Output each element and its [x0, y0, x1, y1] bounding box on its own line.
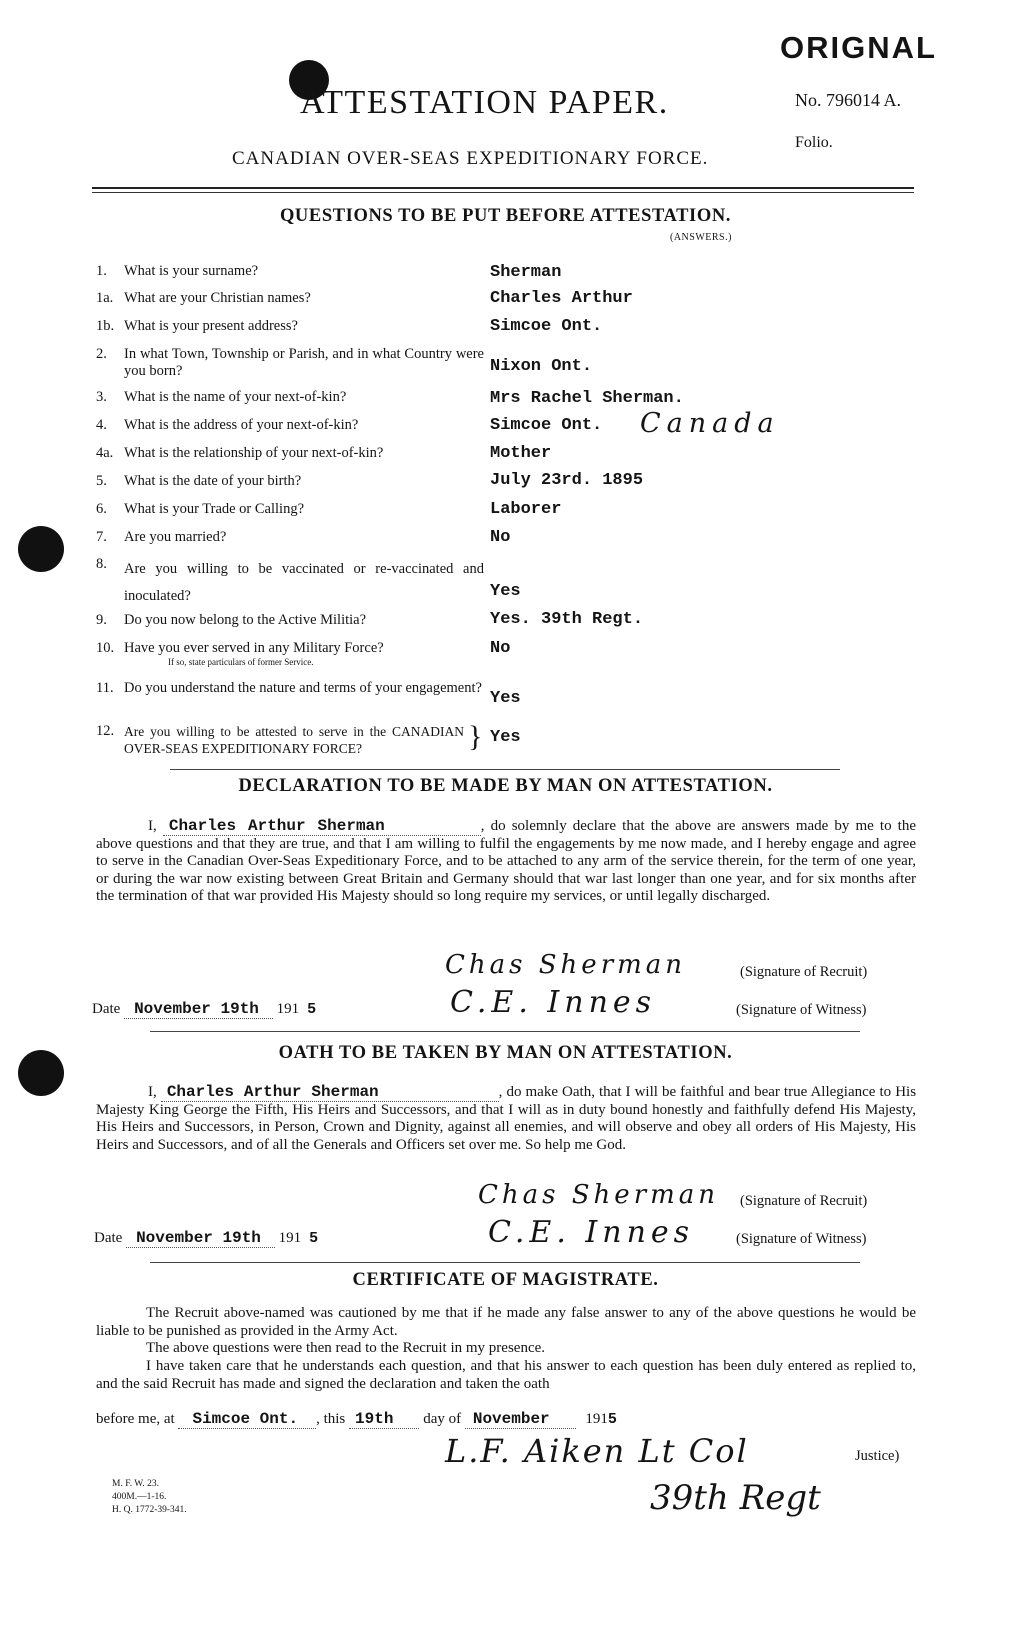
- question-text: Are you willing to be vaccinated or re-vaccinated and inoculated?: [124, 561, 484, 604]
- oath-prefix: I,: [148, 1084, 157, 1100]
- witness-signature: C.E. Innes: [488, 1215, 695, 1250]
- witness-signature-label: (Signature of Witness): [736, 1231, 867, 1247]
- question-number: 1a.: [96, 290, 114, 306]
- oath-date: November 19th: [126, 1229, 275, 1248]
- question-number: 1b.: [96, 318, 115, 334]
- recruit-signature: Chas Sherman: [478, 1180, 720, 1210]
- question-text: What is the relationship of your next-of-kin?: [124, 445, 384, 461]
- question-text: What is the address of your next-of-kin?: [124, 417, 359, 433]
- date-label: Date: [94, 1230, 123, 1246]
- form-code: M. F. W. 23.: [112, 1479, 160, 1489]
- declaration-date-line: [68, 1000, 316, 1018]
- oath-heading: OATH TO BE TAKEN BY MAN ON ATTESTATION.: [278, 1043, 733, 1063]
- certificate-place: Simcoe Ont.: [178, 1410, 316, 1429]
- question-number: 12.: [96, 723, 115, 739]
- form-code: H. Q. 1772-39-341.: [112, 1505, 187, 1515]
- answer-field: Mother: [490, 444, 552, 463]
- certificate-text: The above questions were then read to the Recruit in my presence.: [146, 1340, 546, 1356]
- oath-name: Charles Arthur Sherman: [161, 1083, 499, 1102]
- certificate-text: The Recruit above-named was cautioned by me that if he made any false answer to any of the above questions he would be liable to be punished as provided in the Army Act.: [96, 1305, 916, 1339]
- question-number: 2.: [96, 346, 107, 362]
- question-text: Have you ever served in any Military Force?: [124, 640, 384, 656]
- question-number: 9.: [96, 612, 107, 628]
- answer-field: Mrs Rachel Sherman.: [490, 389, 684, 408]
- answer-field: Yes: [490, 728, 521, 747]
- declaration-rule: [150, 1031, 860, 1032]
- regimental-number: No. 796014 A.: [795, 90, 902, 110]
- recruit-signature-label: (Signature of Recruit): [740, 1193, 868, 1209]
- punch-hole-left-middle: [18, 526, 64, 572]
- question-text: What is your Trade or Calling?: [124, 501, 305, 517]
- answer-field: Sherman: [490, 263, 562, 282]
- oath-rule: [150, 1262, 860, 1263]
- oath-body: , do make Oath, that I will be faithful and bear true Allegiance to His Majesty King George the Fifth, His Heirs and Successors, and that I will as in duty bound honestly and faithfully defend His Majesty, His Heirs and Successors, in Person, Crown and Dignity, against all enemies, and will observe and obey all orders of His Majesty, His Heirs and Successors, and of all the Generals and Officers set over me. So help me God.: [96, 1084, 917, 1153]
- question-text: Are you married?: [124, 529, 227, 545]
- certificate-day: 19th: [349, 1410, 419, 1429]
- before-label: before me, at: [96, 1411, 175, 1427]
- form-code: 400M.—1-16.: [112, 1492, 167, 1502]
- question-number: 4.: [96, 417, 107, 433]
- declaration-heading: DECLARATION TO BE MADE BY MAN ON ATTESTATION.: [238, 776, 773, 796]
- question-note: If so, state particulars of former Service.: [168, 657, 314, 667]
- question-text: Are you willing to be attested to serve in the CANADIAN OVER-SEAS EXPEDITIONARY FORCE?: [124, 724, 464, 756]
- form-codes: [112, 1478, 187, 1517]
- magistrate-signature: L.F. Aiken Lt Col: [445, 1432, 749, 1470]
- declaration-name: Charles Arthur Sherman: [163, 817, 481, 836]
- declaration-prefix: I,: [148, 818, 157, 834]
- question-number: 1.: [96, 263, 107, 279]
- recruit-signature-label: (Signature of Recruit): [740, 964, 868, 980]
- year-digit: 5: [307, 1001, 317, 1018]
- regiment-note: 39th Regt: [650, 1478, 821, 1518]
- header-rule-top: [92, 187, 914, 189]
- question-number: 11.: [96, 680, 114, 696]
- answer-field: Simcoe Ont.: [490, 317, 603, 336]
- answer-field: Yes. 39th Regt.: [490, 610, 644, 629]
- declaration-text: [96, 818, 916, 906]
- question-text: Do you now belong to the Active Militia?: [124, 612, 367, 628]
- question-text: What is your surname?: [124, 263, 259, 279]
- answer-field: Charles Arthur: [490, 289, 633, 308]
- question-number: 8.: [96, 556, 107, 572]
- oath-date-line: [68, 1229, 318, 1247]
- year-prefix: 191: [585, 1411, 608, 1427]
- questions-heading: QUESTIONS TO BE PUT BEFORE ATTESTATION.: [279, 206, 732, 226]
- handwritten-answer: Canada: [640, 408, 780, 439]
- certificate-place-line: [96, 1410, 617, 1428]
- declaration-body: , do solemnly declare that the above are answers made by me to the above questions and that they are true, and that I am willing to fulfil the engagements by me now made, and I hereby engage and agree to serve in the Canadian Over-Seas Expeditionary Force, and to be attached to any arm of the service therein, for the term of one year, or during the war now existing between Great Britain and Germany should that war last longer than one year, and for six months after the termination of that war provided His Majesty should so long require my services, or until legally discharged.: [96, 818, 917, 904]
- answer-field: Yes: [490, 689, 521, 708]
- questions-rule: [170, 769, 840, 770]
- certificate-text: I have taken care that he understands each question, and that his answer to each question has been duly entered as replied to, and the said Recruit has made and signed the declaration and taken the oath: [96, 1358, 916, 1392]
- year-digit: 5: [607, 1411, 617, 1428]
- brace: }: [468, 720, 483, 753]
- certificate-para-1: [96, 1305, 916, 1340]
- answer-field: Laborer: [490, 500, 562, 519]
- this-label: , this: [316, 1411, 346, 1427]
- question-text: What is the date of your birth?: [124, 473, 302, 489]
- folio-label: Folio.: [795, 134, 833, 151]
- year-digit: 5: [309, 1230, 319, 1247]
- question-number: 5.: [96, 473, 107, 489]
- declaration-date: November 19th: [124, 1000, 273, 1019]
- answer-field: July 23rd. 1895: [490, 471, 644, 490]
- answer-field: Simcoe Ont.: [490, 416, 603, 435]
- year-prefix: 191: [278, 1230, 302, 1246]
- certificate-para-3: [96, 1358, 916, 1393]
- question-number: 3.: [96, 389, 107, 405]
- original-stamp: ORIGNAL: [780, 30, 937, 65]
- answer-field: No: [490, 528, 511, 547]
- header-rule-bottom: [92, 192, 914, 193]
- question-text: In what Town, Township or Parish, and in what Country were you born?: [124, 346, 484, 379]
- date-label: Date: [92, 1001, 121, 1017]
- question-text: What is your present address?: [124, 318, 298, 334]
- witness-signature: C.E. Innes: [450, 985, 657, 1020]
- question-number: 4a.: [96, 445, 114, 461]
- certificate-month: November: [465, 1410, 576, 1429]
- document-title: ATTESTATION PAPER.: [300, 84, 669, 121]
- answer-field: No: [490, 639, 511, 658]
- oath-text: [96, 1084, 916, 1154]
- day-of-label: day of: [423, 1411, 462, 1427]
- certificate-heading: CERTIFICATE OF MAGISTRATE.: [352, 1270, 659, 1290]
- question-number: 6.: [96, 501, 107, 517]
- answer-field: Nixon Ont.: [490, 357, 593, 376]
- justice-label: Justice): [855, 1448, 900, 1464]
- question-number: 7.: [96, 529, 107, 545]
- certificate-para-2: [96, 1340, 916, 1358]
- recruit-signature: Chas Sherman: [445, 950, 687, 980]
- question-text: What is the name of your next-of-kin?: [124, 389, 347, 405]
- witness-signature-label: (Signature of Witness): [736, 1002, 867, 1018]
- year-prefix: 191: [276, 1001, 300, 1017]
- answer-field: Yes: [490, 582, 521, 601]
- question-text: Do you understand the nature and terms of your engagement?: [124, 680, 482, 696]
- document-subtitle: CANADIAN OVER-SEAS EXPEDITIONARY FORCE.: [232, 148, 709, 169]
- answers-label: (ANSWERS.): [670, 232, 732, 243]
- question-text: What are your Christian names?: [124, 290, 311, 306]
- question-number: 10.: [96, 640, 115, 656]
